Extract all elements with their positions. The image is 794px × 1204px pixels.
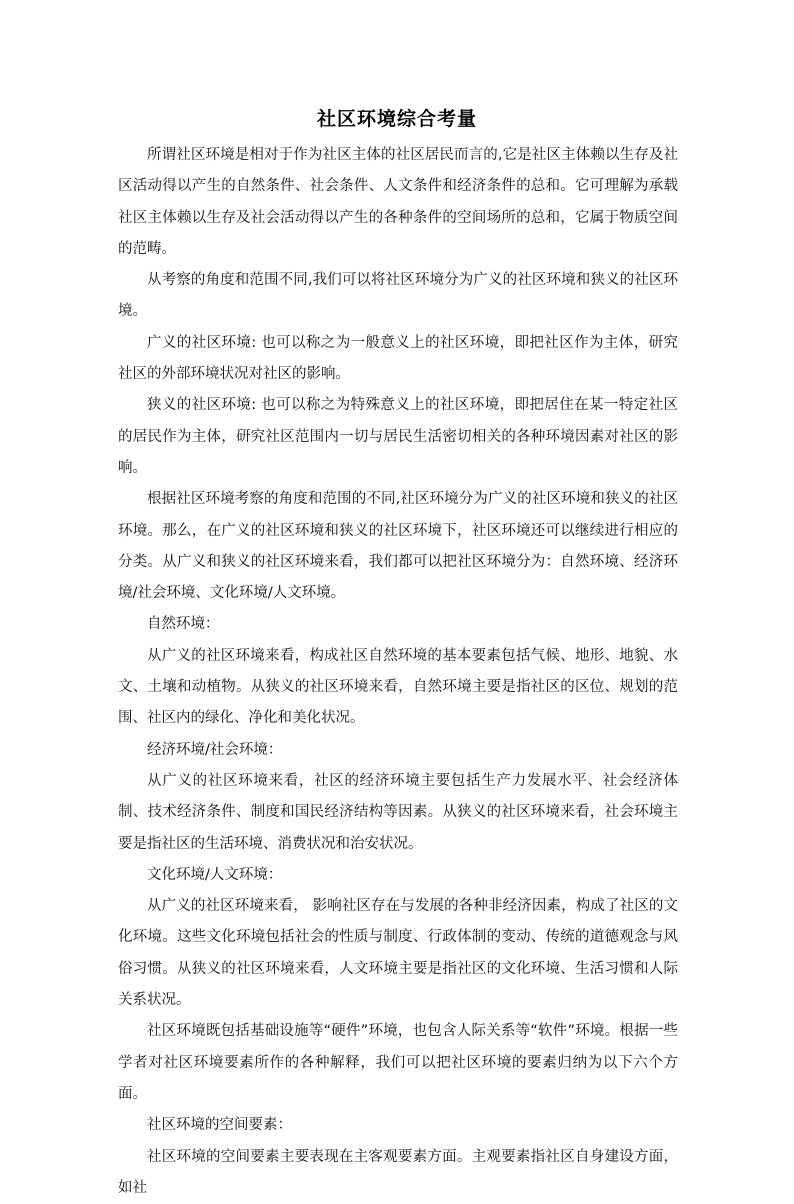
section-heading: 社区环境的空间要素： xyxy=(118,1110,678,1141)
page-title: 社区环境综合考量 xyxy=(0,104,794,131)
paragraph: 社区环境既包括基础设施等“硬件”环境，也包含人际关系等“软件”环境。根据一些学者对社区环境要素所作的各种解释，我们可以把社区环境的要素归纳为以下六个方面。 xyxy=(118,1016,678,1110)
section-heading: 自然环境： xyxy=(118,609,678,640)
paragraph: 狭义的社区环境: 也可以称之为特殊意义上的社区环境，即把居住在某一特定社区的居民作为主体，研究社区范围内一切与居民生活密切相关的各种环境因素对社区的影响。 xyxy=(118,390,678,484)
paragraph: 根据社区环境考察的角度和范围的不同,社区环境分为广义的社区环境和狭义的社区环境。那么，在广义的社区环境和狭义的社区环境下，社区环境还可以继续进行相应的分类。从广义和狭义的社区环境来看，我们都可以把社区环境分为：自然环境、经济环境/社会环境、文化环境/人文环境。 xyxy=(118,484,678,609)
paragraph: 所谓社区环境是相对于作为社区主体的社区居民而言的,它是社区主体赖以生存及社区活动得以产生的自然条件、社会条件、人文条件和经济条件的总和。它可理解为承载社区主体赖以生存及社会活动得以产生的各种条件的空间场所的总和，它属于物质空间的范畴。 xyxy=(118,140,678,265)
paragraph: 社区环境的空间要素主要表现在主客观要素方面。主观要素指社区自身建设方面，如社 xyxy=(118,1142,678,1204)
paragraph: 从考察的角度和范围不同,我们可以将社区环境分为广义的社区环境和狭义的社区环境。 xyxy=(118,265,678,328)
section-heading: 文化环境/人文环境： xyxy=(118,860,678,891)
paragraph: 从广义的社区环境来看，构成社区自然环境的基本要素包括气候、地形、地貌、水文、土壤和动植物。从狭义的社区环境来看，自然环境主要是指社区的区位、规划的范围、社区内的绿化、净化和美化状况。 xyxy=(118,641,678,735)
paragraph: 从广义的社区环境来看， 影响社区存在与发展的各种非经济因素，构成了社区的文化环境。这些文化环境包括社会的性质与制度、行政体制的变动、传统的道德观念与风俗习惯。从狭义的社区环境来看，人文环境主要是指社区的文化环境、生活习惯和人际关系状况。 xyxy=(118,891,678,1016)
paragraph: 广义的社区环境: 也可以称之为一般意义上的社区环境，即把社区作为主体，研究社区的外部环境状况对社区的影响。 xyxy=(118,328,678,391)
paragraph: 从广义的社区环境来看，社区的经济环境主要包括生产力发展水平、社会经济体制、技术经济条件、制度和国民经济结构等因素。从狭义的社区环境来看，社会环境主要是指社区的生活环境、消费状况和治安状况。 xyxy=(118,766,678,860)
document-body xyxy=(118,140,678,1204)
section-heading: 经济环境/社会环境： xyxy=(118,735,678,766)
